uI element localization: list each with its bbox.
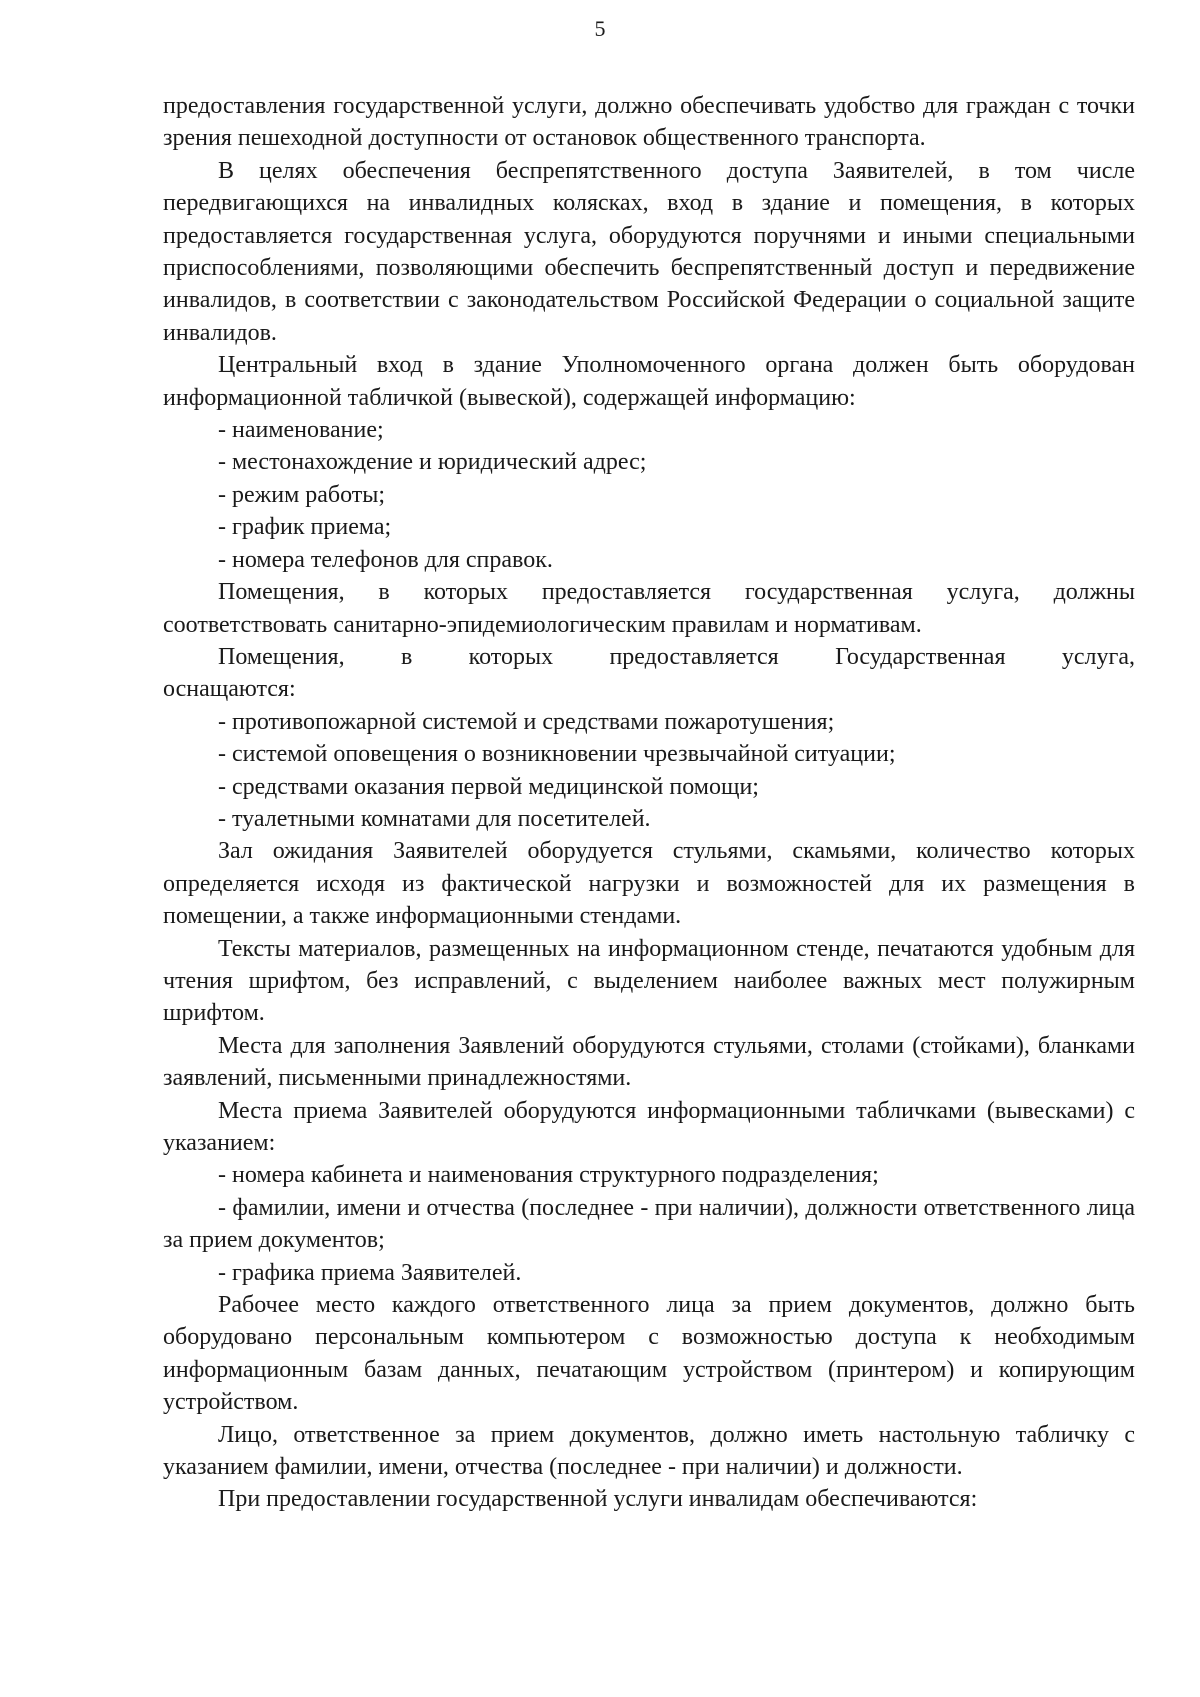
paragraph-stand-texts: Тексты материалов, размещенных на информационном стенде, печатаются удобным для чтения шрифтом, без исправлений, с выделением наиболее важных мест полужирным шрифтом.: [163, 935, 1135, 1027]
list-item: - графика приема Заявителей.: [218, 1259, 522, 1286]
document-body: [163, 90, 1135, 1516]
paragraph-workplace: Рабочее место каждого ответственного лица за прием документов, должно быть оборудовано персональным компьютером с возможностью доступа к необходимым информационным базам данных, печатающим устройством (принтером) и копирующим устройством.: [163, 1292, 1135, 1416]
page-number: 5: [594, 16, 606, 41]
paragraph-line: оснащаются:: [163, 676, 296, 703]
equipment-list: [163, 706, 1135, 836]
paragraph-entrance-sign: Центральный вход в здание Уполномоченного органа должен быть оборудован информационной табличкой (вывеской), содержащей информацию:: [163, 352, 1135, 411]
reception-sign-list: [163, 1159, 1135, 1289]
list-item: - местонахождение и юридический адрес;: [218, 449, 647, 476]
paragraph-barrier-free-access: В целях обеспечения беспрепятственного доступа Заявителей, в том числе передвигающихся на инвалидных колясках, вход в здание и помещения, в которых предоставляется государственная услуга, оборудуются поручнями и иными специальными приспособлениями, позволяющими обеспечить беспрепятственный доступ и передвижение инвалидов, в соответствии с законодательством Российской Федерации о социальной защите инвалидов.: [163, 157, 1135, 346]
sign-info-list: [163, 414, 1135, 576]
list-item: - системой оповещения о возникновении чрезвычайной ситуации;: [218, 741, 896, 768]
paragraph-waiting-hall: Зал ожидания Заявителей оборудуется стульями, скамьями, количество которых определяется исходя из фактической нагрузки и возможностей для их размещения в помещении, а также информационными стендами.: [163, 838, 1135, 930]
paragraph-disabled-provisions: При предоставлении государственной услуги инвалидам обеспечиваются:: [218, 1486, 978, 1513]
paragraph-accessibility-location: предоставления государственной услуги, должно обеспечивать удобство для граждан с точки зрения пешеходной доступности от остановок общественного транспорта.: [163, 93, 1135, 152]
paragraph-line: Помещения, в которых предоставляется Государственная услуга,: [218, 643, 1135, 670]
list-item: - противопожарной системой и средствами пожаротушения;: [218, 708, 835, 735]
list-item: - номера кабинета и наименования структурного подразделения;: [218, 1162, 879, 1189]
paragraph-reception-places: Места приема Заявителей оборудуются информационными табличками (вывесками) с указанием:: [163, 1097, 1135, 1156]
list-item: - фамилии, имени и отчества (последнее - при наличии), должности ответственного лица за прием документов;: [163, 1194, 1135, 1254]
list-item: - режим работы;: [218, 481, 386, 508]
list-item: - туалетными комнатами для посетителей.: [218, 805, 651, 832]
list-item: - график приема;: [218, 514, 392, 541]
paragraph-desk-sign: Лицо, ответственное за прием документов, должно иметь настольную табличку с указанием фамилии, имени, отчества (последнее - при наличии) и должности.: [163, 1421, 1135, 1481]
list-item: - наименование;: [218, 417, 384, 444]
list-item: - номера телефонов для справок.: [218, 546, 553, 573]
list-item: - средствами оказания первой медицинской помощи;: [218, 773, 759, 800]
paragraph-sanitary-rules: Помещения, в которых предоставляется государственная услуга, должны соответствовать санитарно-эпидемиологическим правилам и нормативам.: [163, 579, 1135, 638]
paragraph-filling-places: Места для заполнения Заявлений оборудуются стульями, столами (стойками), бланками заявлений, письменными принадлежностями.: [163, 1032, 1135, 1092]
paragraph-equipment-intro: [163, 641, 1135, 706]
